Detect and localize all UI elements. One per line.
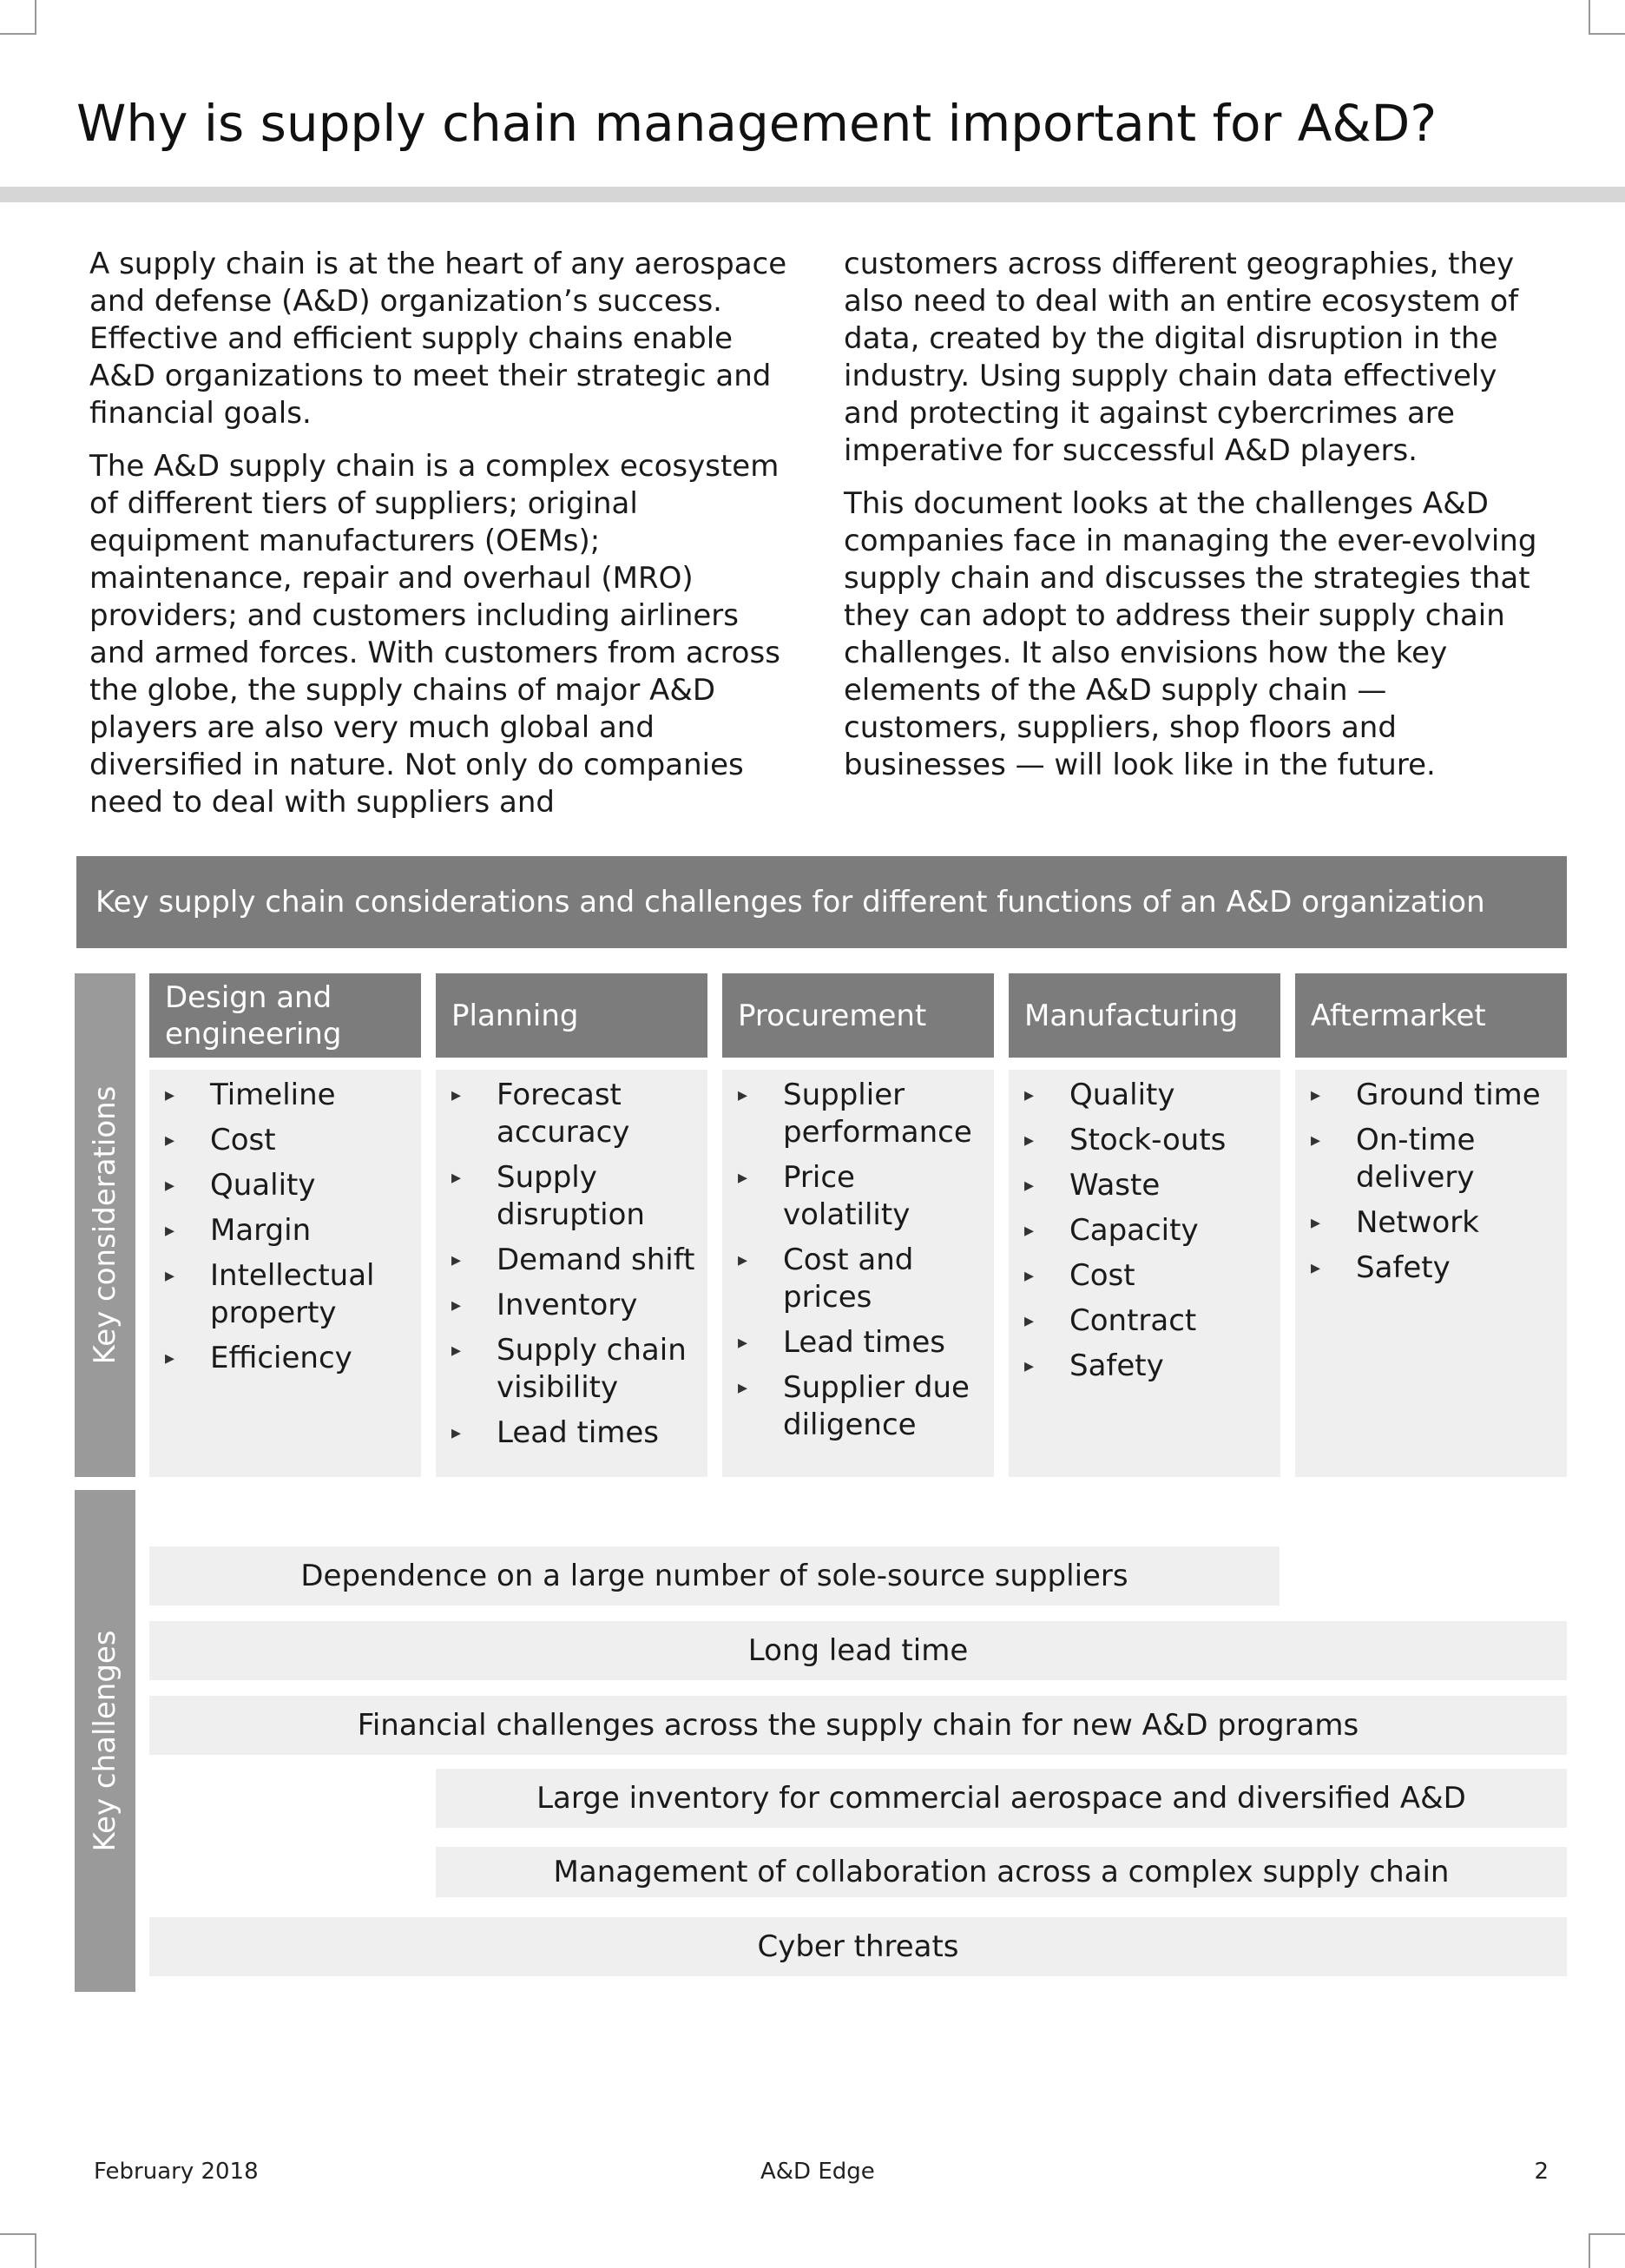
column-body-design-engineering [149,1070,421,1477]
challenge-bar: Long lead time [149,1621,1567,1680]
list-item: ▸ Lead times [451,1414,699,1452]
crop-mark [0,2233,35,2235]
list-item: ▸ Cost and prices [738,1242,985,1316]
intro-paragraph: A supply chain is at the heart of any aerospace and defense (A&D) organization’s success. Effective and efficient supply chains enable A&D organizations to meet their strategic and financial goals. [89,247,787,431]
intro-paragraph: customers across different geographies, they also need to deal with an entire ecosystem of data, created by the digital disruption in the industry. Using supply chain data effectively and protecting it against cybercrimes are imperative for successful A&D players. [844,247,1519,468]
page-title: Why is supply chain management important for A&D? [76,94,1438,153]
crop-mark [1590,33,1625,35]
key-challenges-text: Key challenges [88,1630,122,1852]
column-body-procurement [722,1070,994,1477]
crop-mark [35,0,36,35]
column-header-aftermarket: Aftermarket [1295,973,1567,1058]
footer-date: February 2018 [94,2159,259,2185]
table-banner: Key supply chain considerations and challenges for different functions of an A&D organization [76,856,1567,948]
list-item: ▸ Quality [1024,1077,1272,1114]
footer-publication: A&D Edge [760,2159,875,2185]
list-item: ▸ Waste [1024,1167,1272,1204]
intro-column-left [89,246,801,837]
key-considerations-text: Key considerations [88,1085,122,1365]
crop-mark [1589,2233,1590,2268]
column-header-design-engineering: Design and engineering [149,973,421,1058]
key-challenges-label [75,1490,135,1992]
challenge-bar: Management of collaboration across a complex supply chain [436,1847,1567,1897]
list-item: ▸ Supplier performance [738,1077,985,1151]
list-item: ▸ Demand shift [451,1242,699,1279]
intro-paragraph: This document looks at the challenges A&D companies face in managing the ever-evolving supply chain and discusses the strategies that they can adopt to address their supply chain challenges. It also envisions how the key elements of the A&D supply chain — customers, suppliers, shop floors and businesses — will look like in the future. [844,486,1537,782]
list-item: ▸ Network [1311,1204,1558,1242]
challenge-bar: Financial challenges across the supply chain for new A&D programs [149,1696,1567,1755]
list-item: ▸ Cost [165,1122,412,1159]
list-item: ▸ Quality [165,1167,412,1204]
column-body-planning [436,1070,707,1477]
list-item: ▸ Price volatility [738,1159,985,1234]
challenge-bar: Cyber threats [149,1917,1567,1976]
column-body-manufacturing [1009,1070,1280,1477]
list-item: ▸ Safety [1024,1348,1272,1385]
list-item: ▸ Contract [1024,1302,1272,1340]
list-item: ▸ Intellectual property [165,1257,412,1332]
list-item: ▸ Timeline [165,1077,412,1114]
column-header-procurement: Procurement [722,973,994,1058]
challenge-bar: Large inventory for commercial aerospace and diversified A&D [436,1769,1567,1828]
list-item: ▸ Lead times [738,1324,985,1361]
list-item: ▸ Cost [1024,1257,1272,1295]
crop-mark [1589,0,1590,35]
crop-mark [0,33,35,35]
list-item: ▸ Supply chain visibility [451,1332,699,1407]
list-item: ▸ Supplier due diligence [738,1369,985,1444]
list-item: ▸ Capacity [1024,1212,1272,1249]
list-item: ▸ Ground time [1311,1077,1558,1114]
list-item: ▸ Margin [165,1212,412,1249]
list-item: ▸ Inventory [451,1287,699,1324]
crop-mark [1590,2233,1625,2235]
list-item: ▸ On-time delivery [1311,1122,1558,1197]
footer-page-number: 2 [1534,2159,1549,2185]
list-item: ▸ Forecast accuracy [451,1077,699,1151]
intro-paragraph: The A&D supply chain is a complex ecosystem of different tiers of suppliers; original equipment manufacturers (OEMs); maintenance, repair and overhaul (MRO) providers; and customers including airliners and armed forces. With customers from across the globe, the supply chains of major A&D players are also very much global and diversified in nature. Not only do companies need to deal with suppliers and [89,449,780,820]
crop-mark [35,2233,36,2268]
list-item: ▸ Supply disruption [451,1159,699,1234]
title-divider [0,187,1625,202]
list-item: ▸ Safety [1311,1249,1558,1287]
list-item: ▸ Stock-outs [1024,1122,1272,1159]
challenge-bar: Dependence on a large number of sole-source suppliers [149,1546,1280,1605]
column-header-manufacturing: Manufacturing [1009,973,1280,1058]
column-body-aftermarket [1295,1070,1567,1477]
intro-column-right [844,246,1556,800]
key-considerations-label [75,973,135,1477]
column-header-planning: Planning [436,973,707,1058]
list-item: ▸ Efficiency [165,1340,412,1377]
